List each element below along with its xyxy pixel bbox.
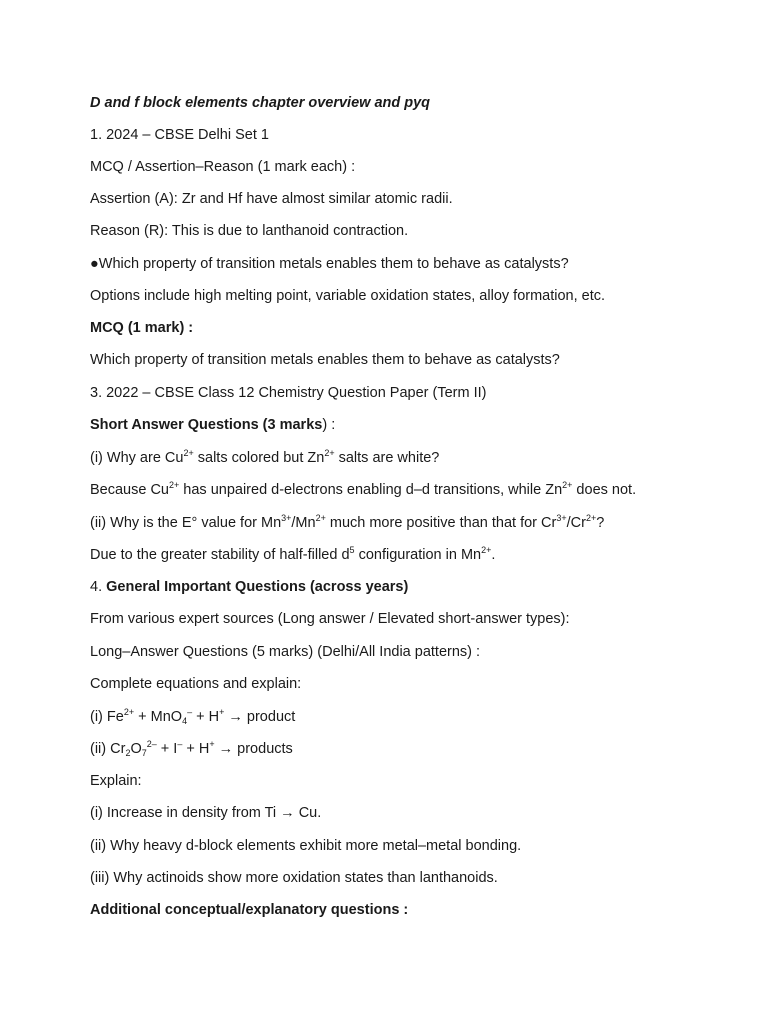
- answer-ii: [90, 546, 495, 564]
- explain-item-iii: (iii) Why actinoids show more oxidation states than lanthanoids.: [90, 870, 498, 886]
- text-part: + H: [192, 709, 220, 725]
- superscript: 3+: [281, 513, 292, 523]
- document-title: D and f block elements chapter overview and pyq: [90, 95, 431, 111]
- assertion-text: Assertion (A): Zr and Hf have almost similar atomic radii.: [90, 191, 453, 207]
- text-part: salts colored but Zn: [193, 450, 325, 466]
- short-answer-heading: [90, 416, 335, 434]
- text-part: salts are white?: [334, 450, 440, 466]
- short-answer-bold: Short Answer Questions (3 marks: [90, 417, 323, 433]
- section-4-title: General Important Questions (across years): [106, 579, 409, 595]
- text-part: → product: [224, 709, 296, 725]
- explain-item-ii: (ii) Why heavy d-block elements exhibit more metal–metal bonding.: [90, 838, 522, 854]
- text-part: (i) Fe: [90, 709, 124, 725]
- text-part: (ii) Why is the E° value for Mn: [90, 515, 282, 531]
- superscript: 2+: [315, 513, 326, 523]
- text-part: + MnO: [134, 709, 183, 725]
- subscript: 2: [125, 748, 131, 758]
- superscript: 5: [349, 545, 355, 555]
- question-ii: [90, 514, 604, 532]
- options-text: Options include high melting point, variable oxidation states, alloy formation, etc.: [90, 288, 606, 304]
- text-part: has unpaired d-electrons enabling d–d transitions, while Zn: [179, 482, 563, 498]
- complete-equations-label: Complete equations and explain:: [90, 676, 302, 692]
- equation-ii: [90, 740, 293, 758]
- superscript: 3+: [556, 513, 567, 523]
- section-4-number: 4.: [90, 579, 107, 595]
- superscript: –: [187, 707, 193, 717]
- superscript: 2+: [169, 480, 180, 490]
- mcq-question: Which property of transition metals enables them to behave as catalysts?: [90, 352, 560, 368]
- superscript: 2+: [123, 707, 135, 717]
- superscript: +: [209, 739, 215, 749]
- superscript: 2+: [562, 480, 573, 490]
- additional-questions-heading: Additional conceptual/explanatory questions :: [90, 902, 409, 918]
- long-answer-label: Long–Answer Questions (5 marks) (Delhi/All India patterns) :: [90, 644, 481, 660]
- text-part: (i) Why are Cu: [90, 450, 184, 466]
- text-part: Due to the greater stability of half-filled d: [90, 547, 350, 563]
- superscript: –: [177, 739, 183, 749]
- text-part: /Mn: [291, 515, 316, 531]
- superscript: 2+: [585, 513, 597, 523]
- text-part: + H: [182, 741, 210, 757]
- text-part: → products: [214, 741, 293, 757]
- mcq-1-mark-label: MCQ (1 mark) :: [90, 320, 194, 336]
- text-part: configuration in Mn: [354, 547, 482, 563]
- superscript: 2+: [183, 448, 194, 458]
- expert-sources-text: From various expert sources (Long answer / Elevated short-answer types):: [90, 611, 570, 627]
- short-answer-rest: ) :: [322, 417, 336, 433]
- text-part: much more positive than that for Cr: [325, 515, 557, 531]
- text-part: does not.: [572, 482, 637, 498]
- superscript: +: [219, 707, 225, 717]
- explain-item-i: (i) Increase in density from Ti → Cu.: [90, 805, 322, 821]
- section-3-heading: 3. 2022 – CBSE Class 12 Chemistry Question Paper (Term II): [90, 385, 487, 401]
- text-part: (ii) Cr: [90, 741, 126, 757]
- text-part: .: [491, 547, 496, 563]
- text-part: ?: [596, 515, 605, 531]
- reason-text: Reason (R): This is due to lanthanoid contraction.: [90, 223, 409, 239]
- section-1-heading: 1. 2024 – CBSE Delhi Set 1: [90, 127, 269, 143]
- subscript: 7: [141, 748, 147, 758]
- subscript: 4: [182, 716, 188, 726]
- question-i: [90, 449, 439, 467]
- explain-label: Explain:: [90, 773, 142, 789]
- bullet-question: ●Which property of transition metals enables them to behave as catalysts?: [90, 256, 569, 272]
- mcq-assertion-reason-label: MCQ / Assertion–Reason (1 mark each) :: [90, 159, 356, 175]
- answer-i: [90, 481, 636, 499]
- text-part: O: [130, 741, 142, 757]
- superscript: 2+: [324, 448, 335, 458]
- text-part: /Cr: [566, 515, 586, 531]
- text-part: + I: [156, 741, 178, 757]
- superscript: 2+: [481, 545, 492, 555]
- superscript: 2–: [146, 739, 157, 749]
- equation-i: [90, 708, 295, 726]
- text-part: Because Cu: [90, 482, 169, 498]
- section-4-heading: [90, 578, 408, 596]
